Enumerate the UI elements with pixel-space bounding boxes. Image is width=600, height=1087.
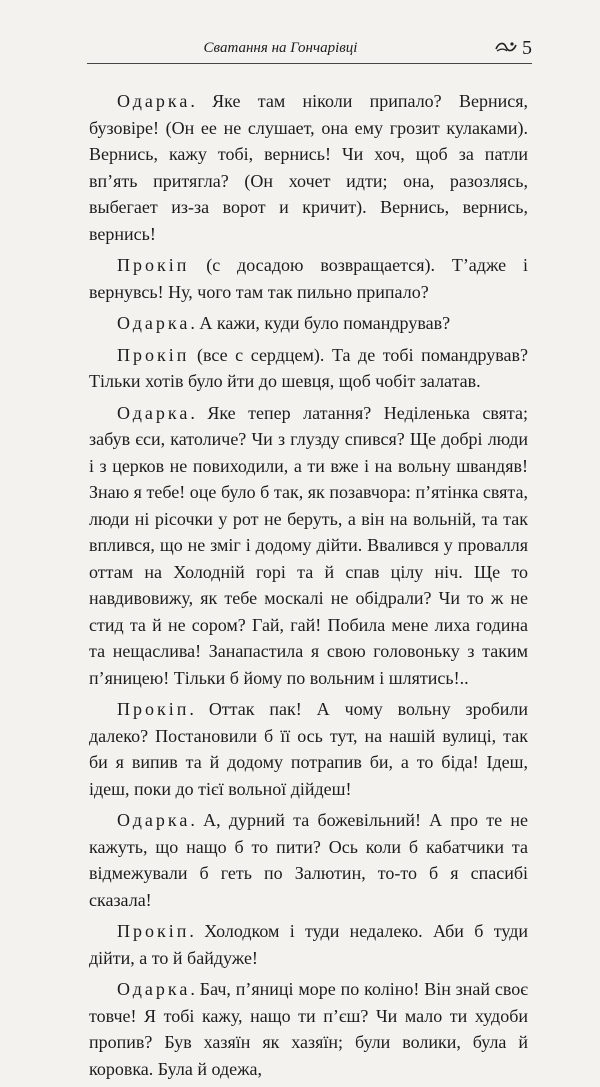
paragraph: Одарка. А, дурний та божевільний! А про те не кажуть, що нащо б то пити? Ось коли б кабатчики та відмежували б геть по Залютин, то-то б я спасибі сказала!: [89, 810, 529, 910]
speaker-name: Одарка: [117, 91, 191, 111]
speaker-name: Прокіп: [117, 344, 190, 365]
ornament-icon: [494, 36, 518, 60]
paragraph-text: Яке тепер латання? Неділенька свята; забув єси, католиче? Чи з глузду спився? Ще добрі люди і з церков не повиходили, а ти вже і на вольну швандяв! Знаю я тебе! оце було б так, як позавчора: п’ятінка свята, люди ні рісочки у рот не беруть, а він на вольній, та так вплився, що не зміг і додому дійти. Ввалився у провалля оттам на Холодній горі та й спав цілу ніч. Ще то навдивовижу, як тебе москалі не обідрали? Чи то ж не стид та й не сором? Гай, гай! Побила мене лиха година та нещаслива! Занапастила я свою головоньку з таким п’яницею! Тільки б йому по вольним і шлятись!..: [89, 402, 529, 688]
page-body: [89, 88, 528, 1087]
paragraph-text: Оттак пак! А чому вольну зробили далеко? Постановили б її ось тут, на нашій вулиці, так би я випив та й додому потрапив би, а то біда! Ідеш, ідеш, поки до тієї вольної дійдеш!: [89, 699, 528, 799]
running-title: Сватання на Гончарівці: [203, 40, 358, 56]
page-number-group: [494, 36, 532, 60]
paragraph-text: (с досадою возвращается). Т’адже і вернувсь! Ну, чого там так пильно припало?: [89, 255, 528, 302]
paragraph-text: Бач, п’яниці море по коліно! Він знай своє товче! Я тобі кажу, нащо ти п’єш? Чи мало ти худоби пропив? Був хазяїн як хазяїн; були волики, була й коровка. Була й одежа,: [89, 979, 528, 1079]
paragraph-text: Яке там ніколи припало? Вернися, бузовіре! (Он ее не слушает, она ему грозит кулаками). Вернись, кажу тобі, вернись! Чи хоч, щоб за патли вп’ять притягла? (Он хочет идти; она, разозлясь, выбегает из-за ворот и кричит). Вернись, вернись, вернись!: [89, 91, 528, 244]
header-divider: [87, 63, 532, 64]
paragraph-text: А кажи, куди було помандрував?: [199, 313, 451, 333]
page-number: 5: [522, 37, 532, 59]
speaker-name: Прокіп: [117, 699, 190, 719]
speaker-name: Одарка: [117, 313, 191, 333]
paragraph-text: Холодком і туди недалеко. Аби б туди дійти, а то й байдуже!: [89, 921, 528, 968]
speaker-name: Прокіп: [117, 921, 190, 941]
paragraph: Прокіп. Холодком і туди недалеко. Аби б туди дійти, а то й байдуже!: [89, 921, 528, 968]
paragraph: Прокіп. Оттак пак! А чому вольну зробили далеко? Постановили б її ось тут, на нашій вулиці, так би я випив та й додому потрапив би, а то біда! Ідеш, ідеш, поки до тієї вольної дійдеш!: [89, 699, 528, 799]
paragraph: [89, 342, 528, 395]
paragraph: [89, 252, 528, 305]
paragraph: Одарка. Яке там ніколи припало? Вернися, бузовіре! (Он ее не слушает, она ему грозит кулаками). Вернись, кажу тобі, вернись! Чи хоч, щоб за патли вп’ять притягла? (Он хочет идти; она, разозлясь, выбегает из-за ворот и кричит). Вернись, вернись, вернись!: [89, 91, 528, 244]
paragraph: Одарка. Яке тепер латання? Неділенька свята; забув єси, католиче? Чи з глузду спився? Ще добрі люди і з церков не повиходили, а ти вже і на вольну швандяв! Знаю я тебе! оце було б так, як позавчора: п’ятінка свята, люди ні рісочки у рот не беруть, а він на вольній, та так вплився, що не зміг і додому дійти. Ввалився у провалля оттам на Холодній горі та й спав цілу ніч. Ще то навдивовижу, як тебе москалі не обідрали? Чи то ж не стид та й не сором? Гай, гай! Побила мене лиха година та нещаслива! Занапастила я свою головоньку з таким п’яницею! Тільки б йому по вольним і шлятись!..: [89, 402, 529, 688]
paragraph-text: (все с сердцем). Та де тобі помандрував? Тільки хотів було йти до шевця, щоб чобіт залатав.: [89, 344, 529, 391]
paragraph: Одарка. Бач, п’яниці море по коліно! Він знай своє товче! Я тобі кажу, нащо ти п’єш? Чи мало ти худоби пропив? Був хазяїн як хазяїн; були волики, була й коровка. Була й одежа,: [89, 979, 528, 1079]
speaker-name: Прокіп: [117, 255, 190, 275]
speaker-name: Одарка: [117, 402, 191, 423]
paragraph-text: А, дурний та божевільний! А про те не кажуть, що нащо б то пити? Ось коли б кабатчики та відмежували б геть по Залютин, то-то б я спасибі сказала!: [89, 810, 529, 910]
speaker-name: Одарка: [117, 810, 191, 830]
running-header: [87, 36, 532, 62]
speaker-name: Одарка: [117, 979, 191, 999]
paragraph: Одарка. А кажи, куди було помандрував?: [117, 313, 451, 333]
